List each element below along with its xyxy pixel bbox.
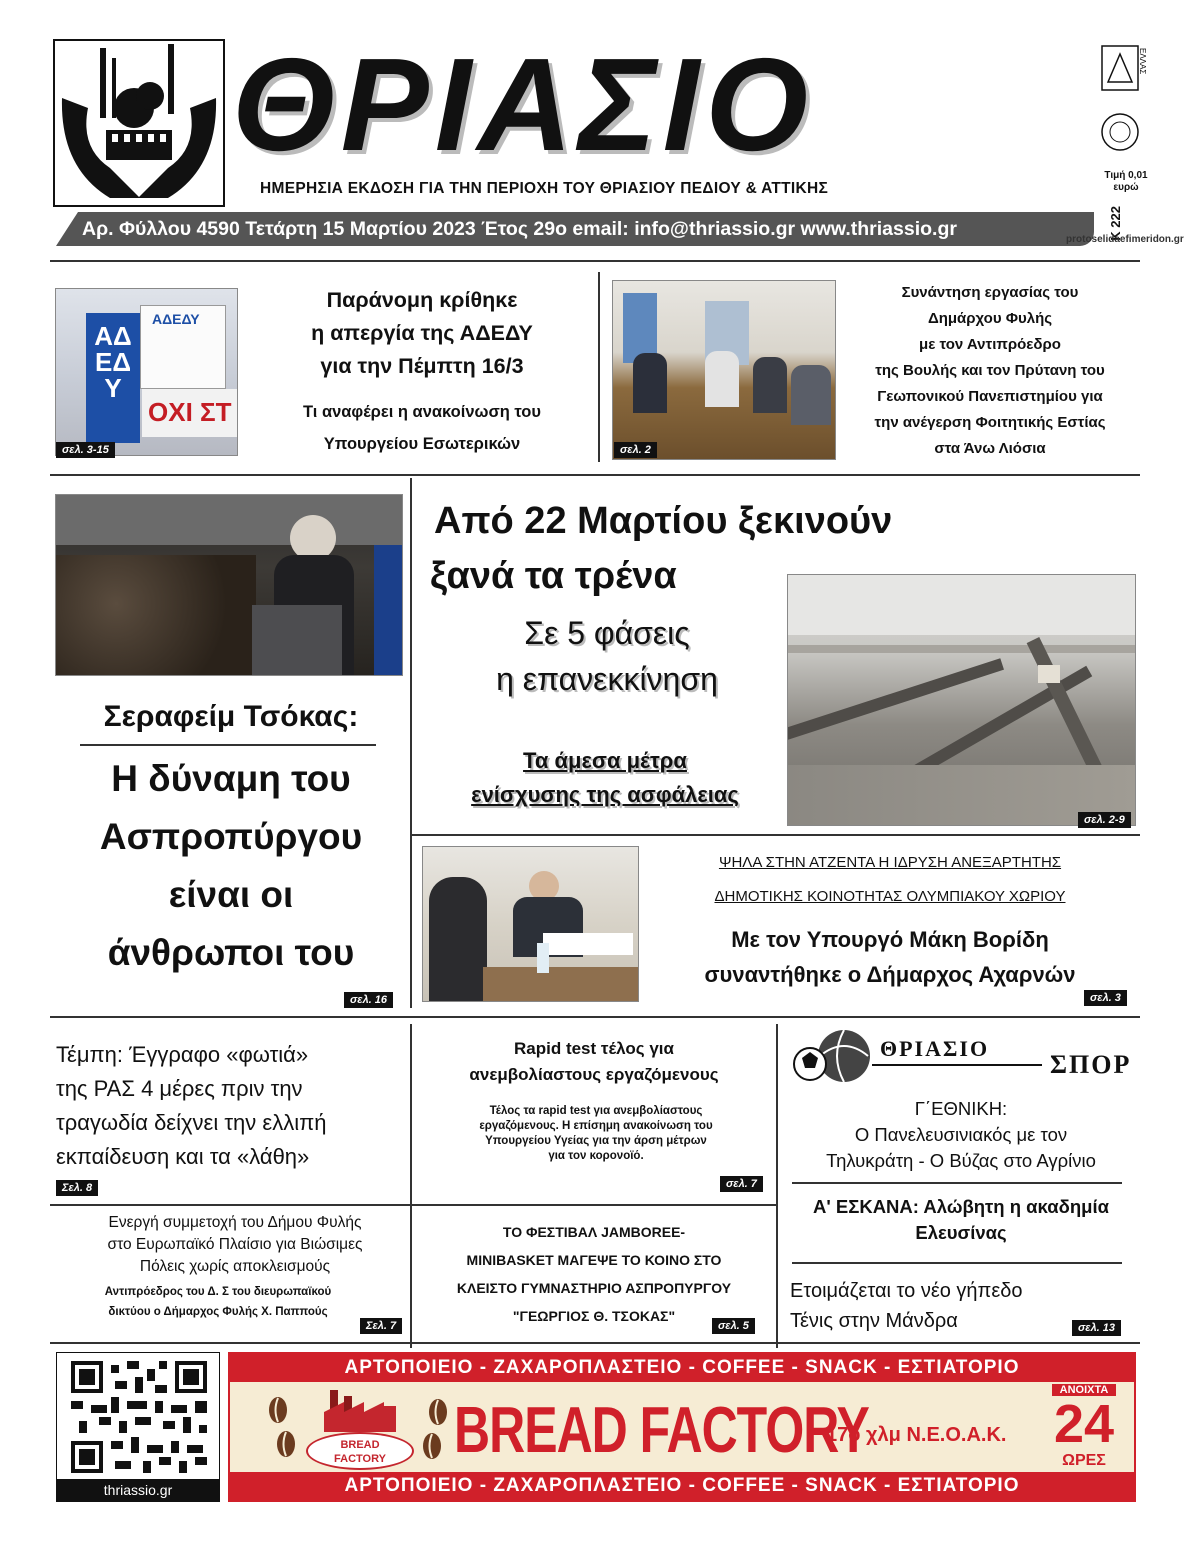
- adedy-sub-line: Υπουργείου Εσωτερικών: [323, 435, 521, 453]
- adedy-banner-oxi: ΟΧΙ ΣΤ: [148, 397, 232, 427]
- tempi-line: Τέμπη: Έγγραφο «φωτιά»: [56, 1042, 309, 1067]
- rapid-body-line: εργαζόμενους. Η επίσημη ανακοίνωση του: [479, 1120, 713, 1132]
- tsokas-quote-line: άνθρωποι του: [107, 932, 355, 973]
- trains-sub-line: η επανεκκίνηση: [496, 661, 718, 697]
- row3-mid-divider: [50, 1204, 776, 1206]
- sport-divider-2: [792, 1262, 1122, 1264]
- fyli-line: Συνάντηση εργασίας του: [901, 284, 1079, 301]
- sport-balls-icon: [790, 1026, 870, 1086]
- row1-bottom-divider: [50, 474, 1140, 476]
- masthead-subtitle: ΗΜΕΡΗΣΙΑ ΕΚΔΟΣΗ ΓΙΑ ΤΗΝ ΠΕΡΙΟΧΗ ΤΟΥ ΘΡΙΑΣΙΟΥ ΠΕΔΙΟΥ & ΑΤΤΙΚΗΣ: [260, 180, 829, 197]
- rapid-headline-line: Rapid test τέλος για: [514, 1039, 674, 1058]
- footer-divider: [50, 1342, 1140, 1344]
- factory-icon: [320, 1384, 400, 1432]
- tempi-text: [56, 1038, 406, 1174]
- sport-logo: [790, 1026, 1134, 1086]
- europe-line: στο Ευρωπαϊκό Πλαίσιο για Βιώσιμες: [107, 1236, 363, 1253]
- coffee-bean-icon: [260, 1394, 300, 1464]
- price-unit: ευρώ: [1113, 182, 1139, 193]
- page-ref-adedy: σελ. 3-15: [56, 442, 115, 458]
- row1-divider: [598, 272, 600, 462]
- fyli-meeting-photo: [612, 280, 836, 460]
- sport-item1-line: Τηλυκράτη - Ο Βύζας στο Αγρίνιο: [826, 1150, 1096, 1171]
- adedy-banner-vertical: ΑΔΕΔΥ: [94, 321, 132, 403]
- page-ref-fyli: σελ. 2: [614, 442, 657, 458]
- rapid-body-line: Υπουργείου Υγείας για την άρση μέτρων: [485, 1135, 707, 1147]
- sport-item1: [782, 1096, 1140, 1174]
- adedy-headline-line: για την Πέμπτη 16/3: [320, 354, 524, 378]
- row3-divider-right: [776, 1024, 778, 1348]
- jamboree-line: "ΓΕΩΡΓΙΟΣ Θ. ΤΣΟΚΑΣ": [512, 1308, 676, 1324]
- trains-sub: [432, 610, 782, 702]
- europe-bold-line: Αντιπρόεδρος του Δ. Σ του διευρωπαϊκού: [104, 1286, 332, 1298]
- adedy-headline-line: Παράνομη κρίθηκε: [326, 288, 518, 312]
- train-station-photo: [787, 574, 1136, 826]
- sport-item3-line: Τένις στην Μάνδρα: [790, 1310, 958, 1332]
- adedy-banner-small: ΑΔΕΔΥ: [152, 311, 200, 327]
- jamboree-line: ΤΟ ΦΕΣΤΙΒΑΛ JAMBOREE-: [502, 1224, 686, 1240]
- sport-item3-line: Ετοιμάζεται το νέο γήπεδο: [790, 1280, 1023, 1302]
- page-ref-tempi: Σελ. 8: [56, 1180, 98, 1196]
- issue-info: Αρ. Φύλλου 4590 Τετάρτη 15 Μαρτίου 2023 Έτος 29ο email: info@thriassio.gr www.thriassio.gr: [82, 218, 957, 240]
- fyli-line: την ανέγερση Φοιτητικής Εστίας: [874, 414, 1106, 431]
- trains-bottom-divider: [412, 834, 1140, 836]
- acharnes-headline: [640, 922, 1140, 992]
- tsokas-speech-photo: [55, 494, 403, 676]
- sport-logo-title: ΘΡΙΑΣΙΟ: [880, 1036, 990, 1061]
- tsokas-quote-line: Η δύναμη του: [111, 758, 351, 799]
- tempi-line: εκπαίδευση και τα «λάθη»: [56, 1144, 310, 1169]
- page-ref-europe: Σελ. 7: [360, 1318, 402, 1334]
- sport-item2-line: Α' ΕΣΚΑΝΑ: Αλώβητη η ακαδημία: [813, 1196, 1109, 1217]
- fyli-line: με τον Αντιπρόεδρο: [919, 336, 1061, 353]
- ad-hours-unit: ΩΡΕΣ: [1062, 1452, 1106, 1469]
- ad-location: 17ο χλμ Ν.Ε.Ο.Α.Κ.: [826, 1424, 1007, 1446]
- tsokas-quote: [54, 750, 408, 982]
- acharnes-headline-line: Με τον Υπουργό Μάκη Βορίδη: [731, 927, 1049, 952]
- sport-logo-word: ΣΠΟΡ: [1050, 1050, 1132, 1079]
- europe-line: Ενεργή συμμετοχή του Δήμου Φυλής: [108, 1214, 362, 1231]
- adedy-headline-line: η απεργία της ΑΔΕΔΥ: [311, 321, 533, 345]
- fyli-line: Δημάρχου Φυλής: [927, 310, 1053, 327]
- masthead: [0, 0, 1191, 250]
- source-credit: protoselidaefimeridon.gr: [1066, 234, 1184, 245]
- europe-line: Πόλεις χωρίς αποκλεισμούς: [139, 1258, 331, 1275]
- page-ref-jamboree: σελ. 5: [712, 1318, 755, 1334]
- qr-block: [56, 1352, 220, 1502]
- rapid-body-line: Τέλος τα rapid test για ανεμβολίαστους: [489, 1105, 703, 1117]
- ad-logo-line: BREAD: [340, 1439, 380, 1451]
- price-label: Τιμή 0,01: [1104, 170, 1148, 181]
- jamboree-line: ΚΛΕΙΣΤΟ ΓΥΜΝΑΣΤΗΡΙΟ ΑΣΠΡΟΠΥΡΓΟΥ: [456, 1280, 732, 1296]
- masthead-divider: [50, 260, 1140, 262]
- adedy-photo: [55, 288, 238, 456]
- trains-measures-line: ενίσχυσης της ασφάλειας: [471, 782, 739, 807]
- trains-measures: [420, 744, 790, 812]
- sport-item2: [782, 1194, 1140, 1246]
- bread-factory-ad[interactable]: [228, 1352, 1136, 1502]
- tsokas-underline: [80, 744, 376, 746]
- jamboree-text: [414, 1218, 774, 1330]
- ad-strip-top: ΑΡΤΟΠΟΙΕΙΟ - ΖΑΧΑΡΟΠΛΑΣΤΕΙΟ - COFFEE - SNACK - ΕΣΤΙΑΤΟΡΙΟ: [230, 1354, 1134, 1382]
- page-ref-rapid: σελ. 7: [720, 1176, 763, 1192]
- acharnes-kicker: [640, 846, 1140, 914]
- rapid-headline: [414, 1036, 774, 1088]
- trains-measures-line: Τα άμεσα μέτρα: [523, 748, 687, 773]
- fyli-line: της Βουλής και τον Πρύτανη του: [875, 362, 1105, 379]
- row3-divider-left: [410, 1024, 412, 1204]
- page-ref-tsokas: σελ. 16: [344, 992, 393, 1008]
- jamboree-line: MINIBASKET ΜΑΓΕΨΕ ΤΟ ΚΟΙΝΟ ΣΤΟ: [466, 1252, 722, 1268]
- row3b-divider: [410, 1206, 412, 1348]
- fyli-line: Γεωπονικού Πανεπιστημίου για: [877, 388, 1103, 405]
- page-ref-sport: σελ. 13: [1072, 1320, 1121, 1336]
- europe-bold-line: δικτύου ο Δήμαρχος Φυλής Χ. Παππούς: [108, 1306, 328, 1318]
- ad-strip-bottom: ΑΡΤΟΠΟΙΕΙΟ - ΖΑΧΑΡΟΠΛΑΣΤΕΙΟ - COFFEE - SNACK - ΕΣΤΙΑΤΟΡΙΟ: [230, 1472, 1134, 1500]
- acharnes-kicker-line: ΔΗΜΟΤΙΚΗΣ ΚΟΙΝΟΤΗΤΑΣ ΟΛΥΜΠΙΑΚΟΥ ΧΩΡΙΟΥ: [714, 888, 1066, 905]
- qr-label: thriassio.gr: [57, 1479, 219, 1501]
- sport-item1-line: Ο Πανελευσινιακός με τον: [854, 1124, 1068, 1145]
- trains-headline-line: ξανά τα τρένα: [430, 555, 677, 597]
- page-ref-acharnes: σελ. 3: [1084, 990, 1127, 1006]
- tsokas-quote-line: Ασπροπύργου: [99, 816, 363, 857]
- ad-logo: [306, 1384, 414, 1470]
- ad-open-label: ΑΝΟΙΧΤΑ: [1052, 1384, 1116, 1396]
- sport-item1-line: Γ΄ΕΘΝΙΚΗ:: [914, 1098, 1008, 1119]
- row2-bottom-divider: [50, 1016, 1140, 1018]
- trains-headline-line: Από 22 Μαρτίου ξεκινούν: [434, 500, 893, 542]
- hands-logo-icon: [50, 38, 228, 210]
- rapid-body: [422, 1104, 770, 1164]
- acharnes-meeting-photo: [422, 846, 639, 1002]
- row2-divider: [410, 478, 412, 1008]
- adedy-sub-line: Τι αναφέρει η ανακοίνωση του: [303, 403, 541, 421]
- sport-item2-line: Ελευσίνας: [915, 1222, 1007, 1243]
- masthead-title: ΘΡΙΑΣΙΟ: [232, 31, 814, 178]
- fyli-text: [840, 280, 1140, 462]
- ad-hours: 24: [1053, 1394, 1115, 1454]
- tempi-line: της ΡΑΣ 4 μέρες πριν την: [56, 1076, 303, 1101]
- stamp-label: ΕΛΛΑΣ: [1138, 48, 1147, 75]
- side-code: Κ 222: [1108, 206, 1123, 241]
- coffee-bean-icon: [418, 1394, 458, 1464]
- ad-logo-text: [306, 1432, 414, 1470]
- tempi-line: τραγωδία δείχνει την ελλιπή: [56, 1110, 327, 1135]
- sport-divider-1: [792, 1182, 1122, 1184]
- page-ref-trains: σελ. 2-9: [1078, 812, 1131, 828]
- europe-bold: [60, 1282, 376, 1322]
- ad-logo-line: FACTORY: [334, 1453, 386, 1465]
- trains-sub-line: Σε 5 φάσεις: [524, 615, 690, 651]
- adedy-sub: [244, 396, 600, 460]
- rapid-body-line: για τον κορονοϊό.: [548, 1150, 644, 1162]
- tsokas-name: Σεραφείμ Τσόκας:: [103, 700, 359, 733]
- ad-brand: BREAD FACTORY: [454, 1393, 869, 1467]
- acharnes-kicker-line: ΨΗΛΑ ΣΤΗΝ ΑΤΖΕΝΤΑ Η ΙΔΡΥΣΗ ΑΝΕΞΑΡΤΗΤΗΣ: [718, 854, 1062, 871]
- europe-text: [60, 1212, 410, 1278]
- qr-code-icon: [71, 1361, 207, 1473]
- fyli-line: στα Άνω Λιόσια: [934, 440, 1046, 457]
- acharnes-headline-line: συναντήθηκε ο Δήμαρχος Αχαρνών: [704, 962, 1076, 987]
- rapid-headline-line: ανεμβολίαστους εργαζόμενους: [469, 1065, 719, 1084]
- adedy-headline: [244, 284, 600, 383]
- tsokas-quote-line: είναι οι: [168, 874, 294, 915]
